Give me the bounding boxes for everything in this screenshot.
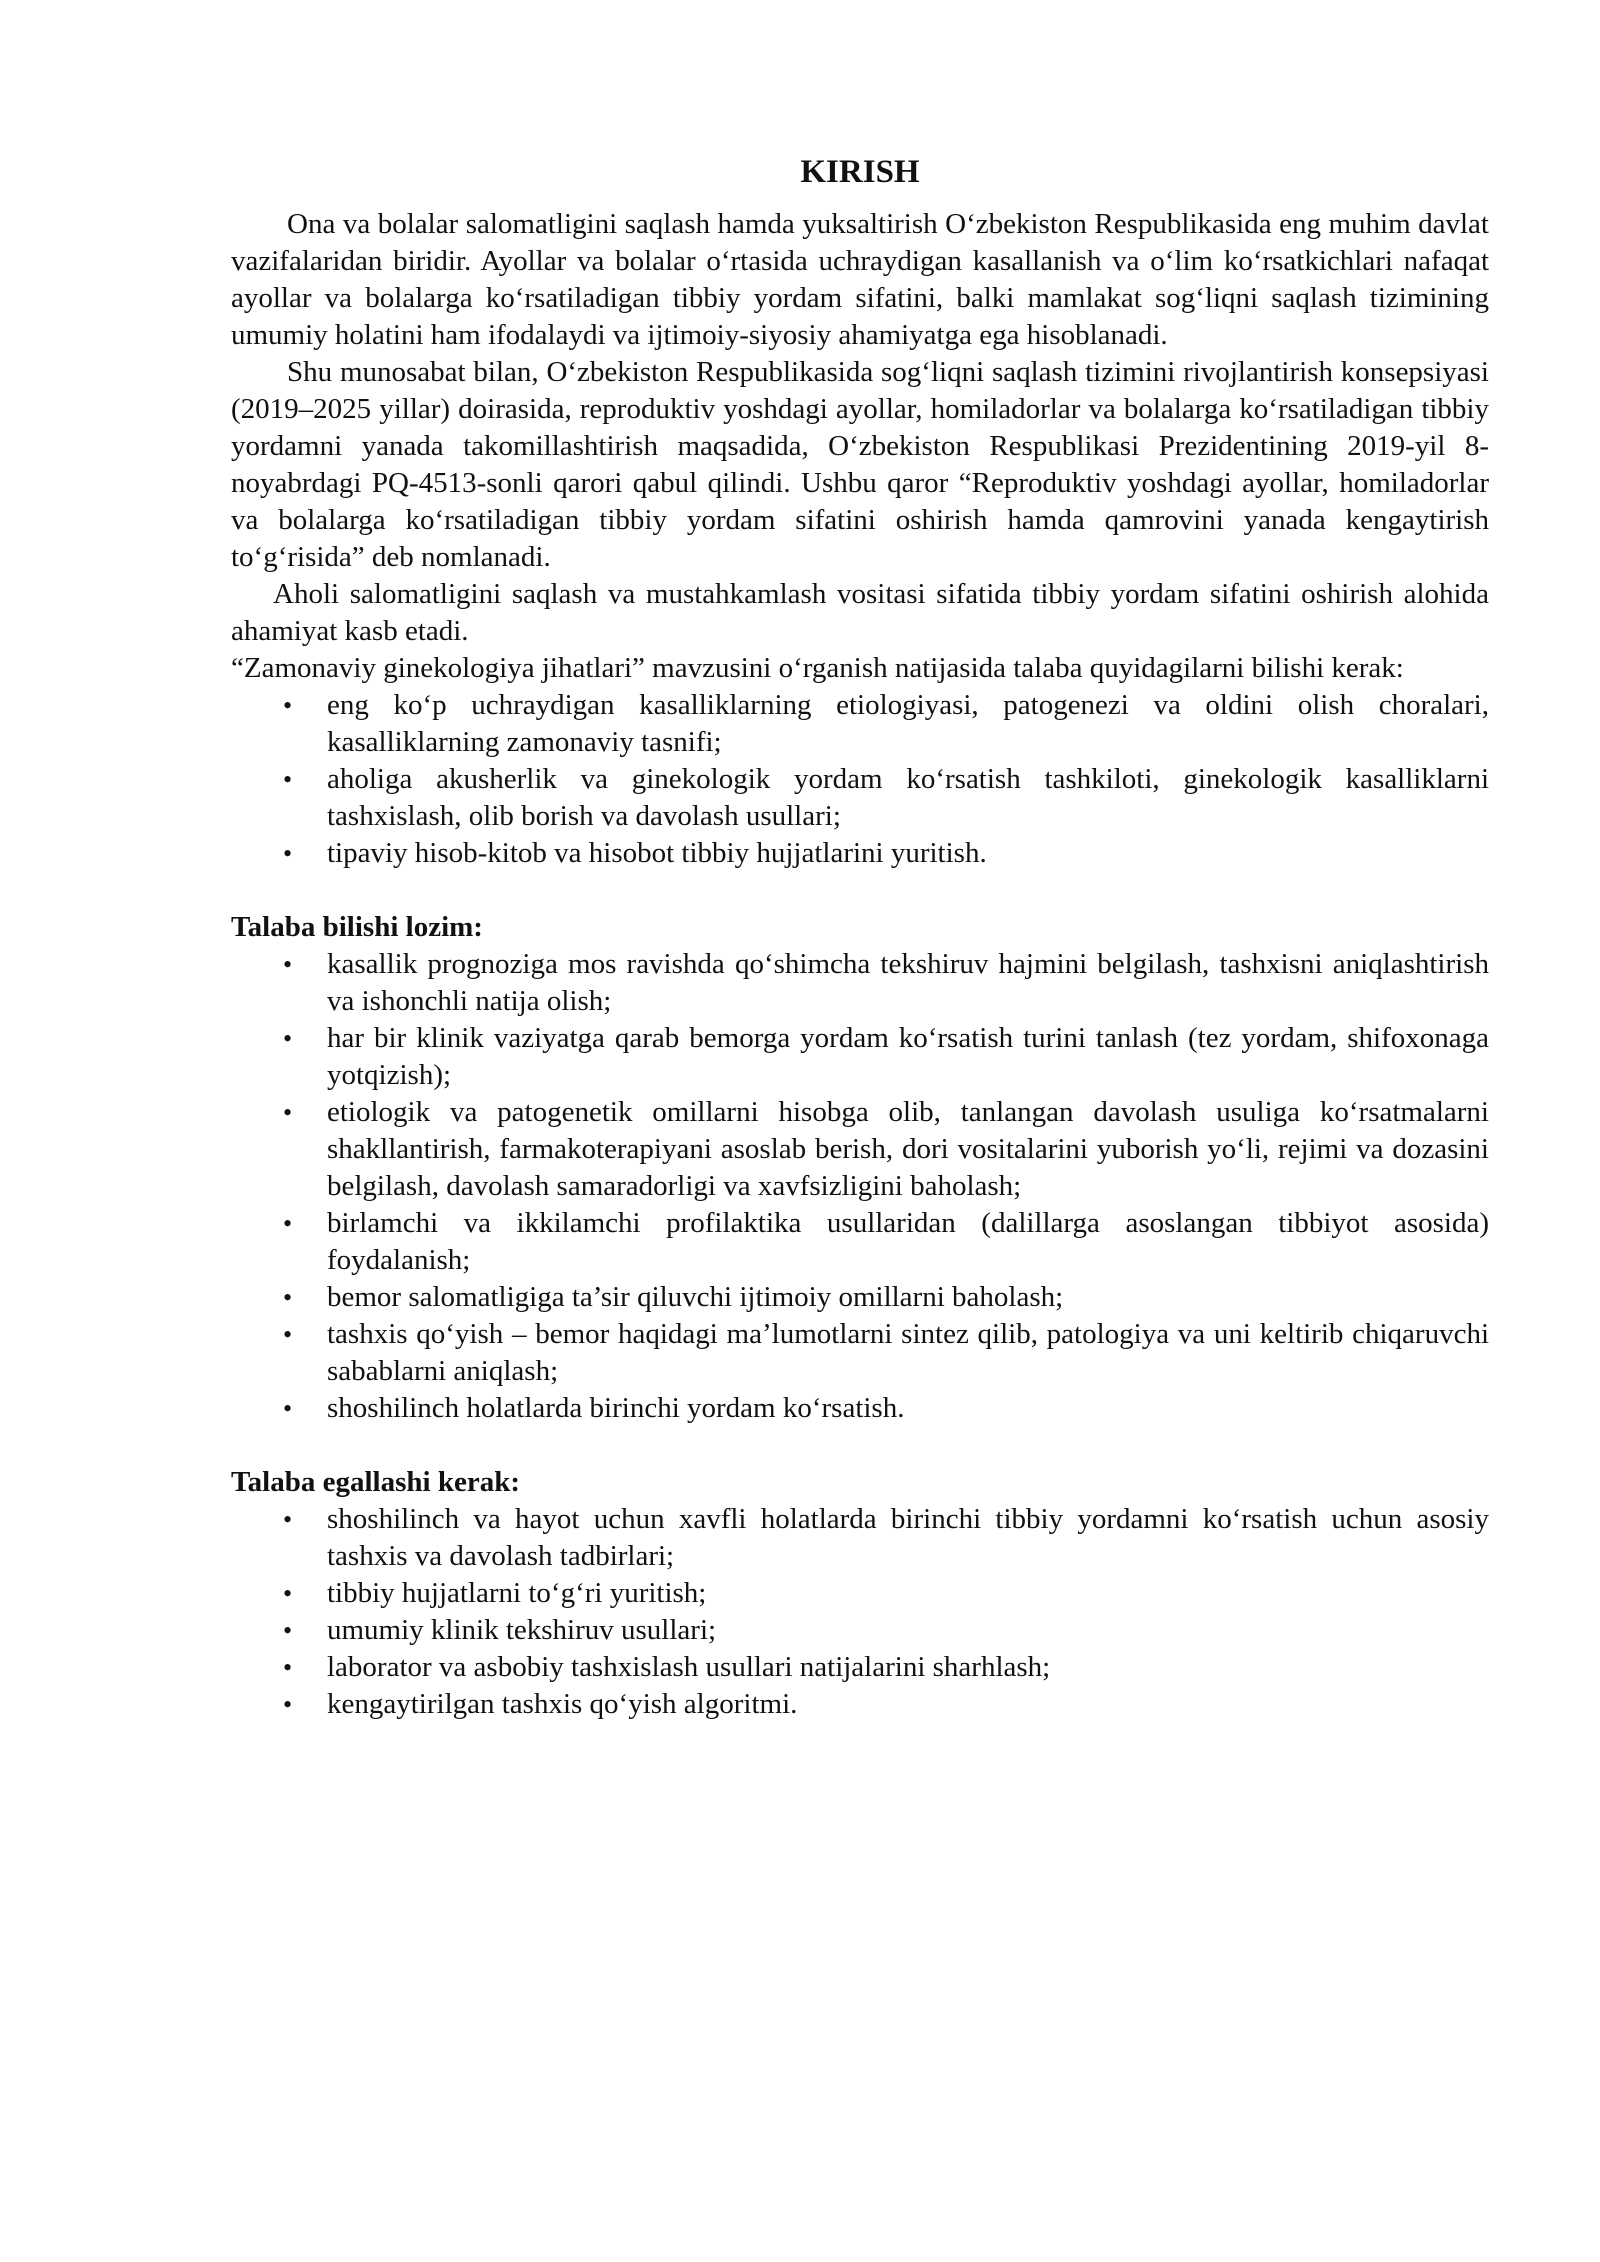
list-item: • shoshilinch va hayot uchun xavfli holatlarda birinchi tibbiy yordamni ko‘rsatish uchun asosiy tashxis va davolash tadbirlari;: [231, 1501, 1489, 1575]
list-item: • tipaviy hisob-kitob va hisobot tibbiy hujjatlarini yuritish.: [231, 835, 1489, 872]
page-title: KIRISH: [800, 154, 920, 190]
intro-paragraph-3: Aholi salomatligini saqlash va mustahkamlash vositasi sifatida tibbiy yordam sifatini oshirish alohida ahamiyat kasb etadi.: [231, 578, 1489, 647]
list-item: • shoshilinch holatlarda birinchi yordam ko‘rsatish.: [231, 1390, 1489, 1427]
section-heading-bilishi: Talaba bilishi lozim:: [231, 911, 483, 943]
list-item: • har bir klinik vaziyatga qarab bemorga yordam ko‘rsatish turini tanlash (tez yordam, shifoxonaga yotqizish);: [231, 1020, 1489, 1094]
list-item: • kasallik prognoziga mos ravishda qo‘shimcha tekshiruv hajmini belgilash, tashxisni aniqlashtirish va ishonchli natija olish;: [231, 946, 1489, 1020]
list-item: • laborator va asbobiy tashxislash usullari natijalarini sharhlash;: [231, 1649, 1489, 1686]
section-heading-egallashi: Talaba egallashi kerak:: [231, 1466, 520, 1498]
list-item: • etiologik va patogenetik omillarni hisobga olib, tanlangan davolash usuliga ko‘rsatmalarni shakllantirish, farmakoterapiyani asoslab berish, dori vositalarini yuborish yo‘li, rejimi va dozasini belgilash, davolash samaradorligi va xavfsizligini baholash;: [231, 1094, 1489, 1205]
list-item: • bemor salomatligiga ta’sir qiluvchi ijtimoiy omillarni baholash;: [231, 1279, 1489, 1316]
intro-paragraph-2: Shu munosabat bilan, O‘zbekiston Respublikasida sog‘liqni saqlash tizimini rivojlantirish konsepsiyasi (2019–2025 yillar) doirasida, reproduktiv yoshdagi ayollar, homiladorlar va bolalarga ko‘rsatiladigan tibbiy yordamni yanada takomillashtirish maqsadida, O‘zbekiston Respublikasi Prezidentining 2019-yil 8-noyabrdagi PQ-4513-sonli qarori qabul qilindi. Ushbu qaror “Reproduktiv yoshdagi ayollar, homiladorlar va bolalarga ko‘rsatiladigan tibbiy yordam sifatini oshirish hamda qamrovini yanada kengaytirish to‘g‘risida” deb nomlanadi.: [231, 356, 1489, 573]
list-item: • tashxis qo‘yish – bemor haqidagi ma’lumotlarni sintez qilib, patologiya va uni keltirib chiqaruvchi sabablarni aniqlash;: [231, 1316, 1489, 1390]
intro-paragraph-4: “Zamonaviy ginekologiya jihatlari” mavzusini o‘rganish natijasida talaba quyidagilarni bilishi kerak:: [231, 652, 1404, 684]
document-page: [231, 150, 1489, 1723]
intro-paragraph-1: Ona va bolalar salomatligini saqlash hamda yuksaltirish O‘zbekiston Respublikasida eng muhim davlat vazifalaridan biridir. Ayollar va bolalar o‘rtasida uchraydigan kasallanish va o‘lim ko‘rsatkichlari nafaqat ayollar va bolalarga ko‘rsatiladigan tibbiy yordam sifatini, balki mamlakat sog‘liqni saqlash tizimining umumiy holatini ham ifodalaydi va ijtimoiy-siyosiy ahamiyatga ega hisoblanadi.: [231, 208, 1489, 351]
knowledge-list: [231, 687, 1489, 872]
egallashi-list: [231, 1501, 1489, 1723]
bilishi-list: [231, 946, 1489, 1427]
list-item: • tibbiy hujjatlarni to‘g‘ri yuritish;: [231, 1575, 1489, 1612]
list-item: • eng ko‘p uchraydigan kasalliklarning etiologiyasi, patogenezi va oldini olish choralari, kasalliklarning zamonaviy tasnifi;: [231, 687, 1489, 761]
list-item: • umumiy klinik tekshiruv usullari;: [231, 1612, 1489, 1649]
list-item: • aholiga akusherlik va ginekologik yordam ko‘rsatish tashkiloti, ginekologik kasalliklarni tashxislash, olib borish va davolash usullari;: [231, 761, 1489, 835]
list-item: • birlamchi va ikkilamchi profilaktika usullaridan (dalillarga asoslangan tibbiyot asosida) foydalanish;: [231, 1205, 1489, 1279]
list-item: • kengaytirilgan tashxis qo‘yish algoritmi.: [231, 1686, 1489, 1723]
